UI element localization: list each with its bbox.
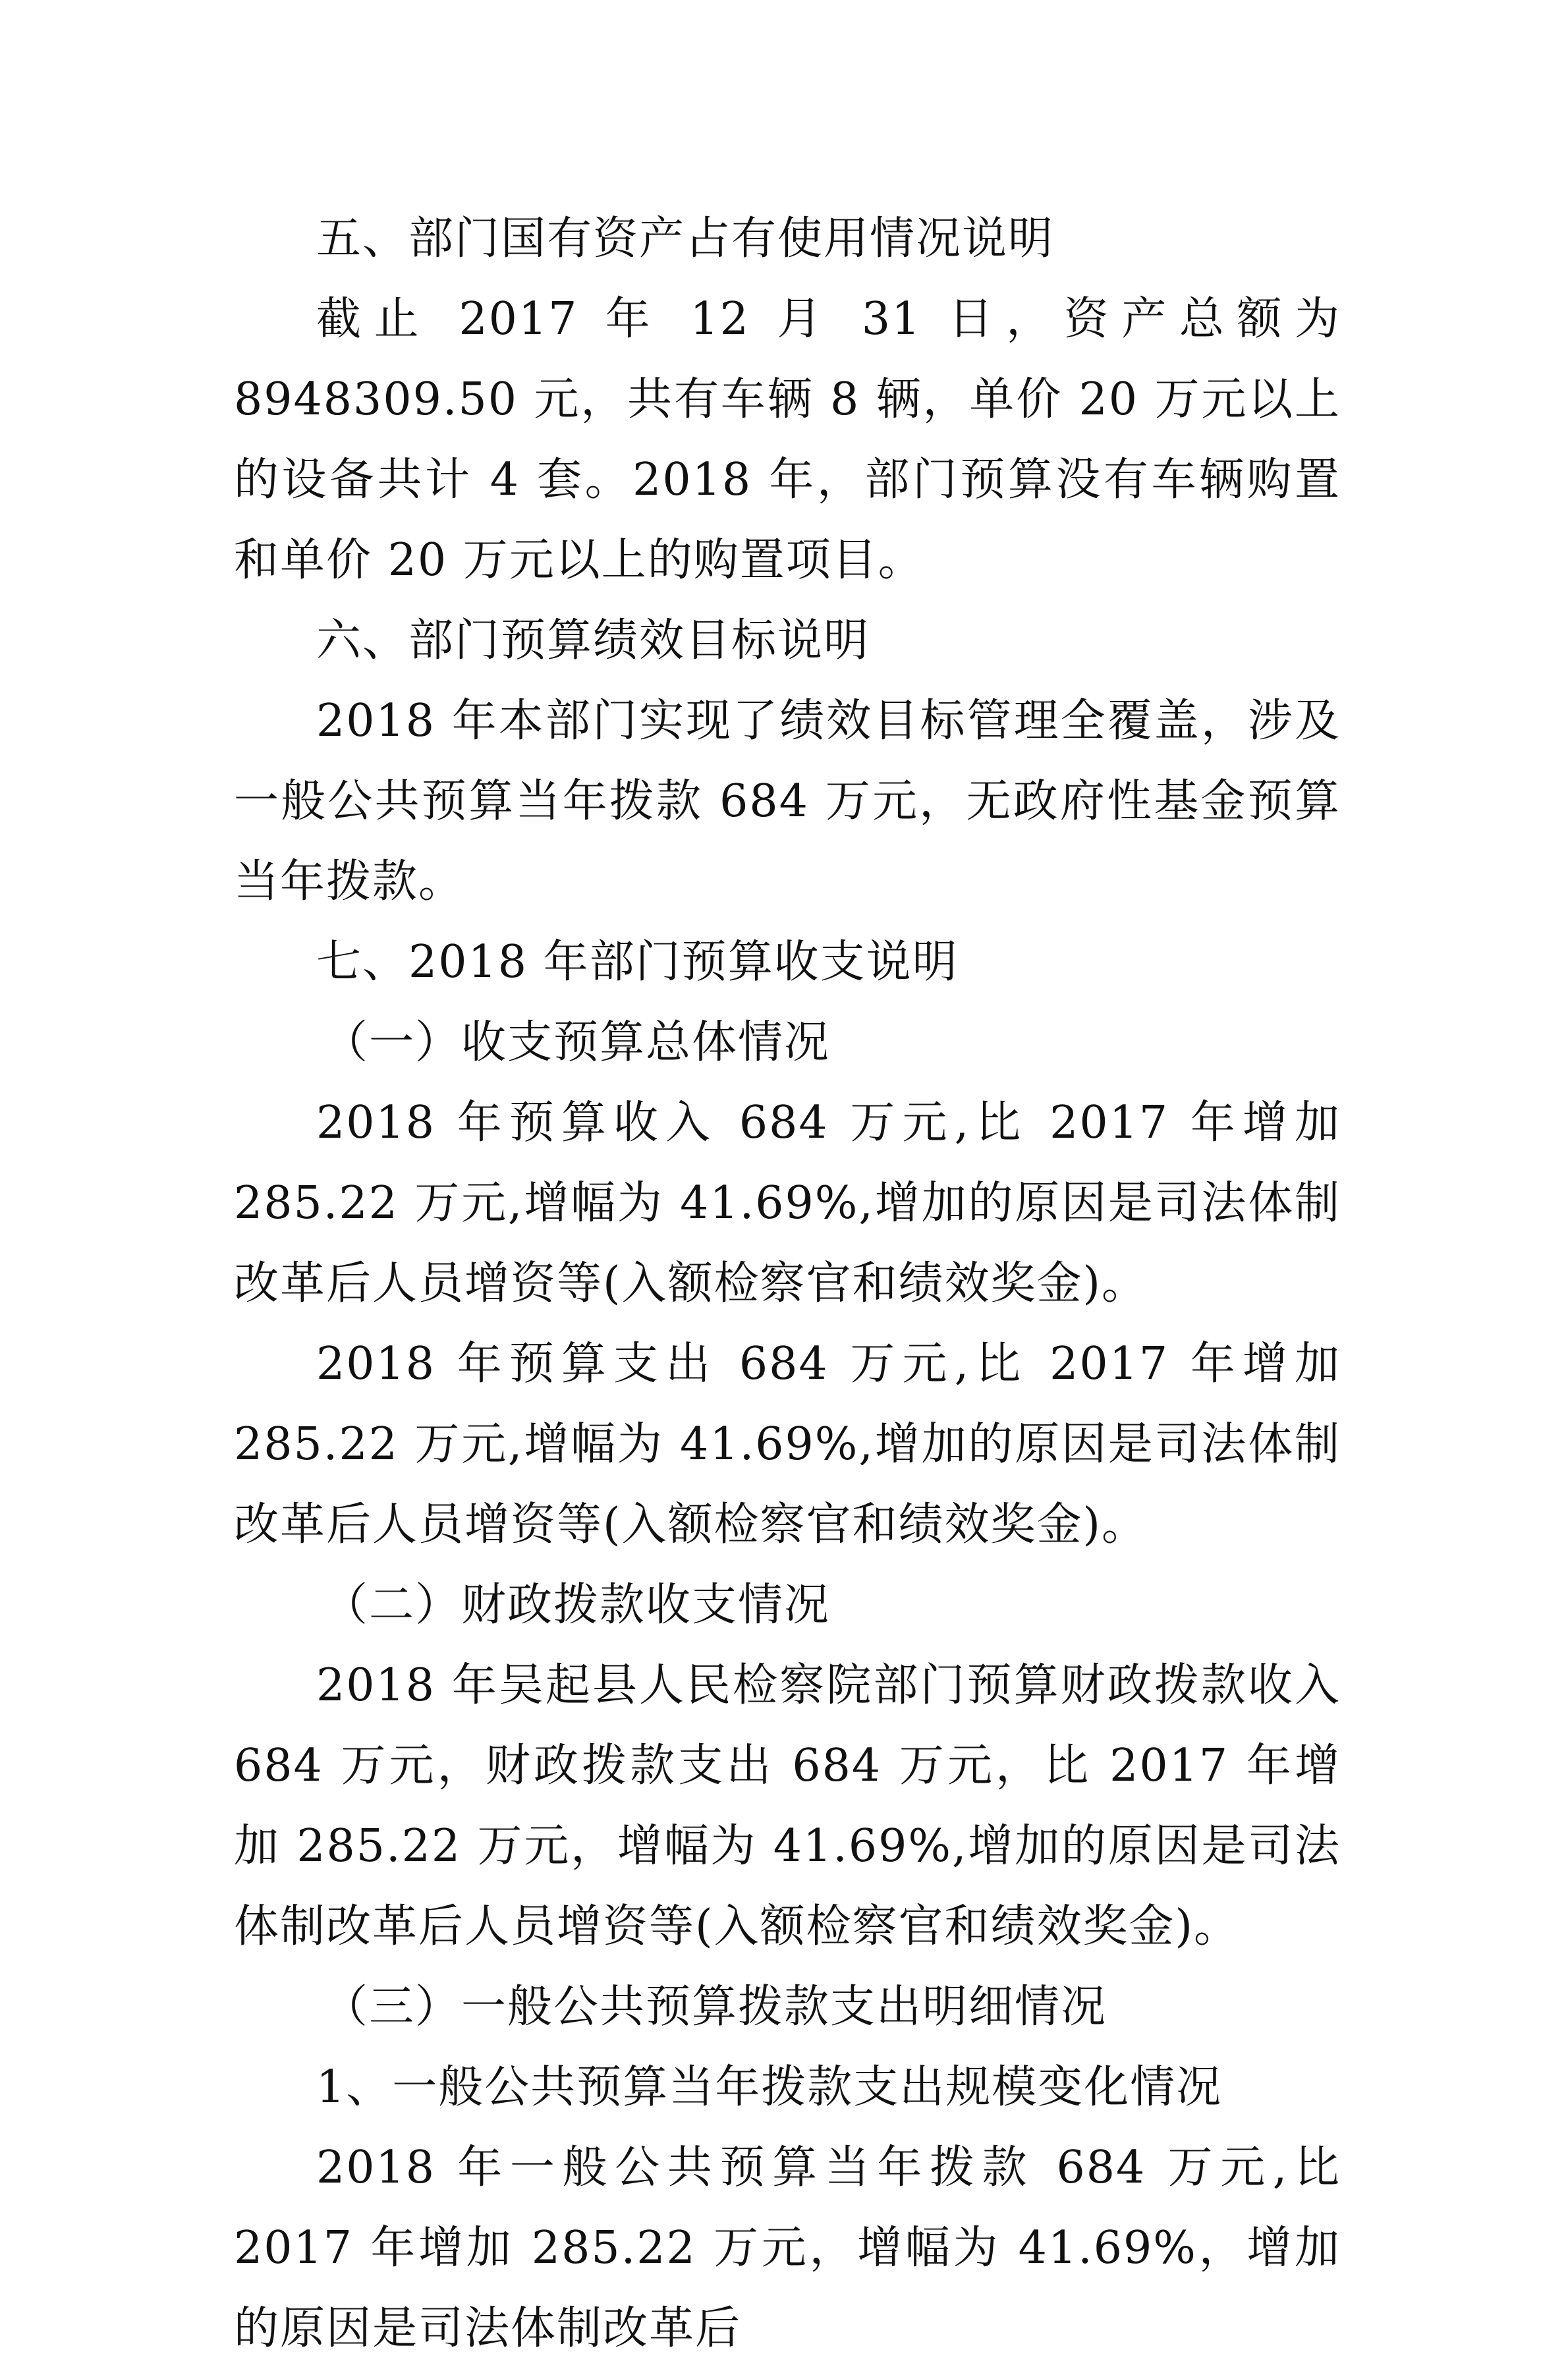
- paragraph-expenditure: 2018 年预算支出 684 万元,比 2017 年增加 285.22 万元,增幅为 41.69%,增加的原因是司法体制改革后人员增资等(入额检察官和绩效奖金)。: [234, 1338, 1341, 1551]
- document-body: [234, 199, 1341, 2369]
- paragraph-scale: 2018 年一般公共预算当年拨款 684 万元,比 2017 年增加 285.22 万元，增幅为 41.69%，增加的原因是司法体制改革后: [234, 2142, 1341, 2355]
- section-heading-budget: 七、2018 年部门预算收支说明: [316, 936, 959, 988]
- paragraph-performance: 2018 年本部门实现了绩效目标管理全覆盖，涉及一般公共预算当年拨款 684 万元，无政府性基金预算当年拨款。: [234, 695, 1341, 908]
- subsection-heading-overall: （一）收支预算总体情况: [323, 1017, 831, 1069]
- paragraph-assets: 截止 2017 年 12 月 31 日，资产总额为 8948309.50 元，共有车辆 8 辆，单价 20 万元以上的设备共计 4 套。2018 年，部门预算没有车辆购置和单价 20 万元以上的购置项目。: [234, 293, 1341, 586]
- subsection-heading-fiscal: （二）财政拨款收支情况: [323, 1579, 831, 1631]
- section-heading-performance: 六、部门预算绩效目标说明: [316, 615, 870, 667]
- section-heading-assets: 五、部门国有资产占有使用情况说明: [316, 213, 1055, 265]
- paragraph-fiscal: 2018 年吴起县人民检察院部门预算财政拨款收入 684 万元，财政拨款支出 684 万元，比 2017 年增加 285.22 万元，增幅为 41.69%,增加的原因是司法体制改革后人员增资等(入额检察官和绩效奖金)。: [234, 1659, 1341, 1953]
- paragraph-income: 2018 年预算收入 684 万元,比 2017 年增加 285.22 万元,增幅为 41.69%,增加的原因是司法体制改革后人员增资等(入额检察官和绩效奖金)。: [234, 1097, 1341, 1310]
- item-heading-scale: 1、一般公共预算当年拨款支出规模变化情况: [316, 2061, 1223, 2113]
- subsection-heading-general: （三）一般公共预算拨款支出明细情况: [323, 1981, 1107, 2033]
